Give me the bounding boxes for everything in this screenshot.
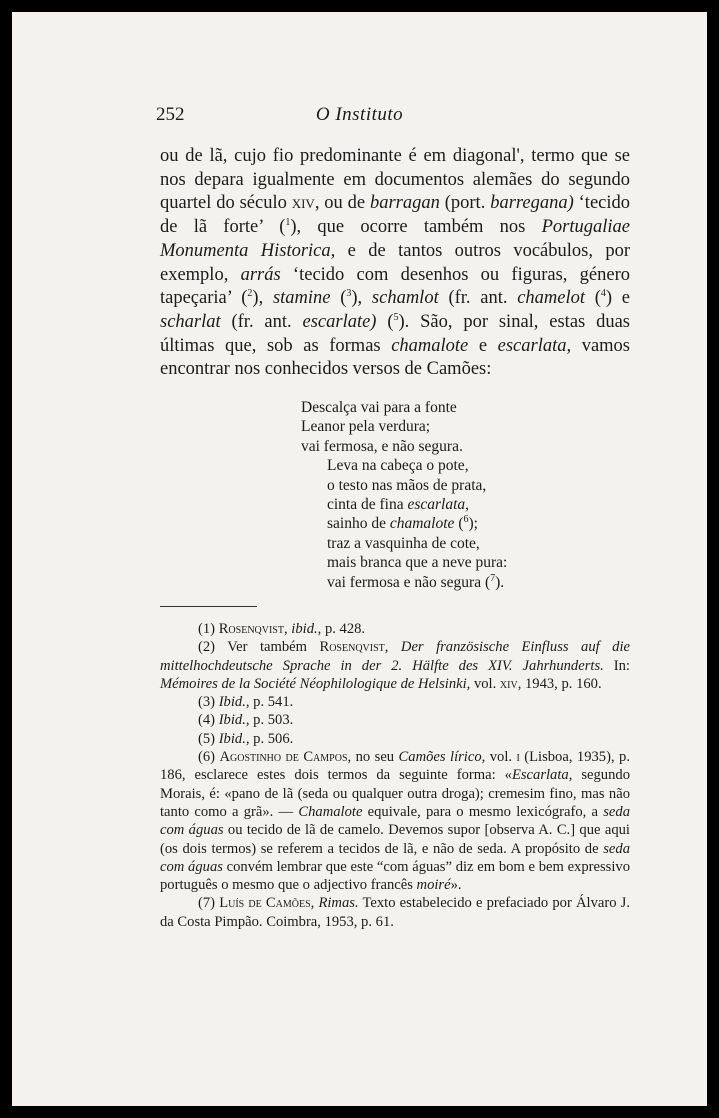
text: sainho de <box>327 515 390 533</box>
text: ). <box>495 573 505 591</box>
footnote-ref: 2 <box>247 288 253 300</box>
text: vol. <box>470 675 500 692</box>
text: ( <box>376 311 394 332</box>
footnote-mark: (6) <box>198 749 216 766</box>
text: , 1943, p. 160. <box>517 675 602 692</box>
footnote-ref: 6 <box>463 514 469 526</box>
footnote-7 <box>160 894 630 931</box>
text: ) e <box>605 288 630 309</box>
work-title: Rimas. <box>318 895 359 912</box>
text: ); <box>468 515 478 533</box>
poem-line: Leanor pela verdura; <box>301 418 431 436</box>
text: equivale, para o mesmo lexicógrafo, a <box>362 803 604 820</box>
text: ), que ocorre também nos <box>290 217 542 238</box>
term: stamine <box>272 288 331 309</box>
text: (port. <box>439 193 491 214</box>
text: p. 428. <box>321 621 366 637</box>
term: scharlat <box>160 311 221 332</box>
term: chamelot <box>517 288 586 309</box>
footnote-ref: 4 <box>600 288 606 300</box>
text: p. 506. <box>249 730 294 747</box>
work-title: Der französische Einfluss auf die mittelhochdeutsche Sprache in der 2. Hälfte des XIV. Jahrhunderts. <box>160 639 630 674</box>
paragraph <box>160 145 630 382</box>
text: ), <box>351 288 372 309</box>
text: convém lembrar que este “com águas” diz em bom e bem expressivo português o mesmo que o adjectivo francês <box>160 858 630 894</box>
footnote-separator <box>160 606 257 607</box>
footnote-mark: (2) <box>198 639 216 656</box>
citation: Ibid., <box>218 712 250 729</box>
text: e de tantos outros vocábulos, por exemplo, <box>160 240 630 285</box>
text: vamos encontrar nos conhecidos versos de Camões: <box>160 335 630 380</box>
poem-line: mais branca que a neve pura: <box>327 554 508 572</box>
footnotes <box>160 620 630 931</box>
poem-line <box>301 495 507 514</box>
poem-line <box>301 514 507 533</box>
poem-line: Descalça vai para a fonte <box>301 399 457 416</box>
text: In: <box>603 657 630 674</box>
author: Rosenqvist, <box>319 639 389 656</box>
poem-line: o testo nas mãos de prata, <box>327 476 487 494</box>
footnote-ref: 1 <box>285 216 291 228</box>
page-header <box>12 104 707 128</box>
book-page <box>12 12 707 1106</box>
author: Agostinho de Campos, <box>219 749 352 766</box>
term: escarlata, <box>407 496 470 514</box>
text: ). São, por sinal, estas duas últimas que, sob as formas <box>160 311 630 356</box>
footnote-mark: (3) <box>198 694 216 711</box>
term: seda com águas <box>160 803 630 839</box>
term: barregana) <box>490 193 574 214</box>
footnote-6 <box>160 748 630 894</box>
text: ou tecido de lã de camelo. Devemos supor [observa A. C.] que aqui (os dois termos) se referem a tecidos de lã, e não de seda. A propósito de <box>160 822 630 857</box>
poem-line <box>301 573 507 592</box>
citation: ibid., <box>291 621 322 637</box>
poem-line: traz a vasquinha de cote, <box>327 534 480 552</box>
term: Chamalote <box>298 803 363 820</box>
work-title: Camões lírico, <box>398 749 486 766</box>
running-title: O Instituto <box>315 104 404 125</box>
roman-numeral: xiv <box>499 675 518 692</box>
text: ( <box>585 288 601 309</box>
work-title: Portugaliae Monumenta Historica, <box>160 217 630 261</box>
roman-numeral: i <box>516 749 520 766</box>
text: vol. <box>485 749 517 766</box>
text: cinta de fina <box>327 496 408 514</box>
text: Ver também <box>227 639 320 656</box>
term: barragan <box>369 193 440 214</box>
author: Luís de Camões, <box>219 895 315 912</box>
footnote-ref: 7 <box>490 572 496 584</box>
footnote-5 <box>160 730 630 748</box>
term: seda com águas <box>160 840 630 875</box>
term: chamalote <box>389 515 455 533</box>
term: escarlate) <box>302 311 377 332</box>
term: escarlata, <box>497 335 572 356</box>
citation: Ibid., <box>218 694 250 711</box>
footnote-ref: 5 <box>393 311 399 323</box>
term: chamalote <box>391 335 469 356</box>
footnote-ref: 3 <box>346 288 352 300</box>
text: ( <box>330 288 347 309</box>
footnote-mark: (7) <box>198 895 216 912</box>
poem-quote <box>301 398 507 592</box>
footnote-4 <box>160 711 630 729</box>
text: ou de lã, cujo fio predominante é em diagonal', termo que se nos depara igualmente em documentos alemães do segundo quartel do século <box>160 146 630 214</box>
text: Texto estabelecido e prefaciado por Álvaro J. da Costa Pimpão. Coimbra, 1953, p. 61. <box>160 895 630 930</box>
text: e <box>468 335 498 356</box>
text: ‘tecido de lã forte’ ( <box>160 193 630 238</box>
text: segundo Morais, é: «pano de lã (seda ou qualquer outra droga); cremesim fino, mas não tanto como a grã». — <box>160 767 630 820</box>
text: , ou de <box>314 193 370 214</box>
roman-numeral: xiv <box>291 193 315 214</box>
text: vai fermosa e não segura ( <box>327 573 491 591</box>
term: moiré <box>416 877 451 894</box>
text: ». <box>450 877 462 894</box>
footnote-mark: (4) <box>198 712 216 729</box>
text: ( <box>454 515 464 533</box>
footnote-mark: (5) <box>198 730 216 747</box>
text: ), <box>252 288 273 309</box>
journal-title: Mémoires de la Société Néophilologique de Helsinki, <box>160 675 471 692</box>
text: (fr. ant. <box>438 288 518 309</box>
citation: Ibid., <box>218 730 250 747</box>
term: arrás <box>240 264 281 285</box>
body-paragraph <box>160 145 630 382</box>
text: (Lisboa, 1935), p. 186, esclarece estes dois termos da seguinte forma: « <box>160 749 630 784</box>
footnote-3 <box>160 693 630 711</box>
term: Escarlata, <box>511 767 573 784</box>
page-number: 252 <box>156 104 185 125</box>
footnote-mark: (1) <box>198 621 216 637</box>
author: Rosenqvist, <box>218 621 288 637</box>
text: p. 503. <box>249 712 294 729</box>
term: schamlot <box>371 288 439 309</box>
text: p. 541. <box>249 694 294 711</box>
poem-line: Leva na cabeça o pote, <box>327 457 469 475</box>
text: ‘tecido com desenhos ou figuras, género tapeçaria’ ( <box>160 264 630 309</box>
footnote-1 <box>160 620 630 638</box>
text: (fr. ant. <box>220 311 303 332</box>
poem-line: vai fermosa, e não segura. <box>301 437 463 455</box>
footnote-2 <box>160 638 630 693</box>
text: no seu <box>351 749 399 766</box>
